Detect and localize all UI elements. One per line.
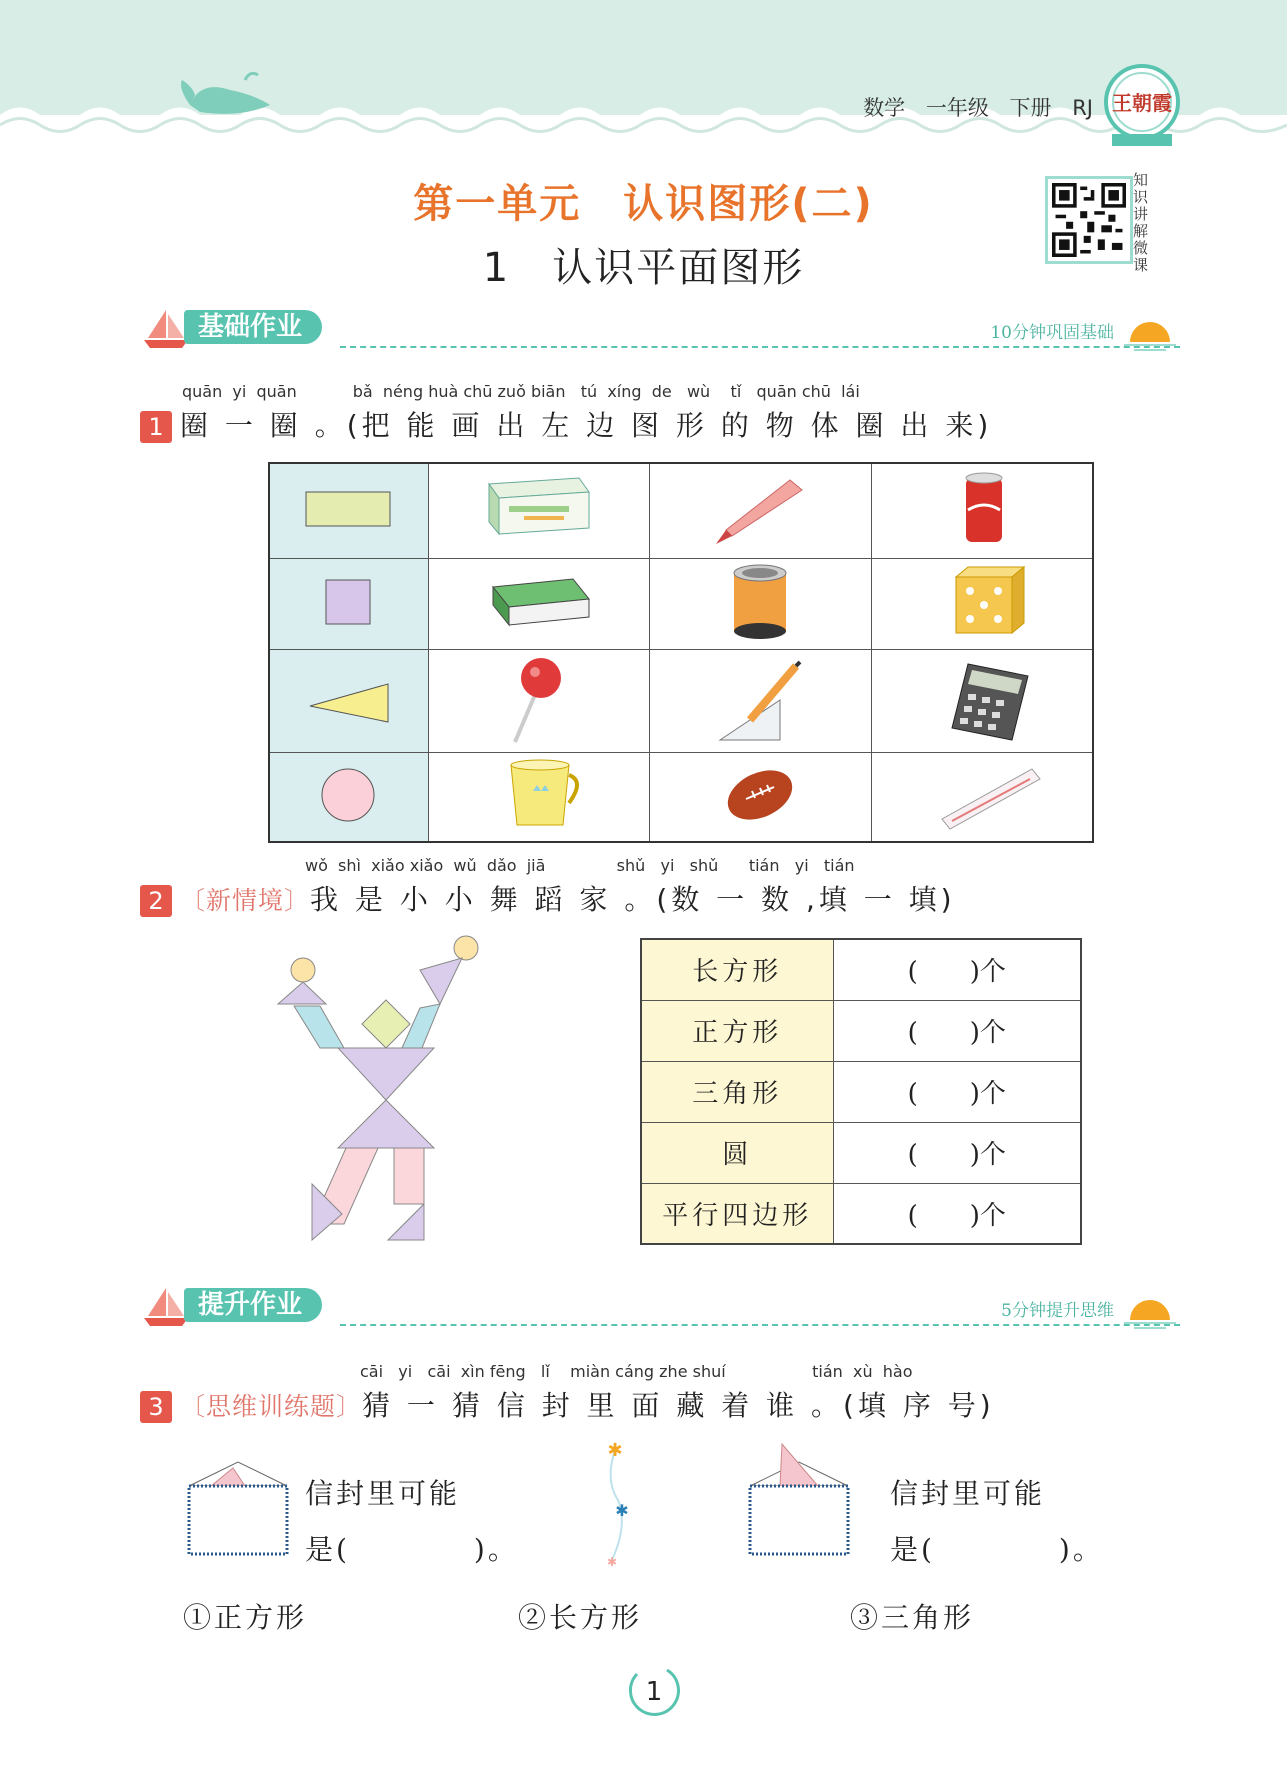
qr-label: 知识讲解微课 bbox=[1133, 171, 1149, 274]
answer-blank[interactable]: ( )个 bbox=[833, 1122, 1081, 1183]
answer-blank[interactable]: ( )个 bbox=[833, 1061, 1081, 1122]
section-divider bbox=[340, 346, 1180, 348]
q1-number: 1 bbox=[140, 411, 172, 443]
envelope1-answer-blank[interactable]: 是( )。 bbox=[305, 1533, 519, 1566]
shape-triangle-cell bbox=[269, 650, 429, 753]
section-divider bbox=[340, 1324, 1180, 1326]
answer-blank[interactable]: ( )个 bbox=[833, 939, 1081, 1000]
calculator-icon bbox=[872, 650, 1092, 748]
svg-text:王朝霞: 王朝霞 bbox=[1112, 91, 1172, 115]
soda-can-icon bbox=[872, 464, 1092, 554]
section-advanced-homework bbox=[140, 1284, 1180, 1328]
table-row bbox=[641, 1000, 1081, 1061]
course-info: 数学 一年级 下册 RJ bbox=[863, 96, 1093, 120]
page-number: 1 bbox=[645, 1677, 663, 1707]
shape-label: 长方形 bbox=[641, 939, 833, 1000]
svg-text:✱: ✱ bbox=[607, 1440, 623, 1461]
q2-text: 我 是 小 小 舞 蹈 家 。(数 一 数 ,填 一 填) bbox=[310, 883, 956, 916]
object-triangle-ruler-cell[interactable] bbox=[650, 650, 871, 753]
shape-label: 三角形 bbox=[641, 1061, 833, 1122]
q2-number: 2 bbox=[140, 885, 172, 917]
object-tape-roll-cell[interactable] bbox=[650, 559, 871, 650]
table-row bbox=[641, 939, 1081, 1000]
object-rugby-ball-cell[interactable] bbox=[650, 753, 871, 843]
qr-pattern-icon bbox=[1052, 183, 1126, 257]
q3-text: 猜 一 猜 信 封 里 面 藏 着 谁 。(填 序 号) bbox=[362, 1389, 995, 1422]
shape-circle-cell bbox=[269, 753, 429, 843]
envelope1-text-line1: 信封里可能 bbox=[305, 1477, 461, 1510]
q2-pinyin: wǒ shì xiǎo xiǎo wǔ dǎo jiā shǔ yi shǔ tián yi tián bbox=[305, 856, 855, 875]
q1-text: 圈 一 圈 。(把 能 画 出 左 边 图 形 的 物 体 圈 出 来) bbox=[180, 409, 993, 442]
sunset-icon bbox=[1120, 312, 1180, 352]
table-row bbox=[641, 1061, 1081, 1122]
q2-tag: 〔新情境〕 bbox=[180, 886, 311, 915]
svg-text:✱: ✱ bbox=[606, 1555, 618, 1569]
q3-line bbox=[140, 1384, 995, 1424]
ruler-icon bbox=[872, 753, 1092, 837]
option-rectangle: ②长方形 bbox=[518, 1601, 643, 1634]
dice-icon bbox=[872, 559, 1092, 645]
unit-title: 第一单元 认识图形(二) bbox=[413, 181, 874, 227]
shape-label: 圆 bbox=[641, 1122, 833, 1183]
section-title: 基础作业 bbox=[184, 310, 322, 344]
envelope2-answer-blank[interactable]: 是( )。 bbox=[890, 1533, 1104, 1566]
table-row bbox=[641, 1183, 1081, 1244]
envelope-square-peek-icon bbox=[183, 1456, 293, 1562]
option-square: ①正方形 bbox=[183, 1601, 308, 1634]
object-calculator-cell[interactable] bbox=[871, 650, 1093, 753]
answer-blank[interactable]: ( )个 bbox=[833, 1000, 1081, 1061]
section-title: 提升作业 bbox=[184, 1288, 322, 1322]
table-row bbox=[641, 1122, 1081, 1183]
object-ruler-cell[interactable] bbox=[871, 753, 1093, 843]
section-basic-homework bbox=[140, 306, 1180, 350]
square-shape-icon bbox=[270, 559, 428, 645]
object-tissue-box-cell[interactable] bbox=[429, 463, 650, 559]
triangle-ruler-icon bbox=[650, 650, 870, 748]
circle-shape-icon bbox=[270, 753, 428, 837]
object-soda-can-cell[interactable] bbox=[871, 463, 1093, 559]
cup-icon bbox=[429, 753, 649, 837]
shape-rectangle-cell bbox=[269, 463, 429, 559]
rugby-ball-icon bbox=[650, 753, 870, 837]
decorative-star-vine-icon bbox=[600, 1440, 630, 1570]
q3-number: 3 bbox=[140, 1391, 172, 1423]
sunset-icon bbox=[1120, 1290, 1180, 1330]
qr-code[interactable] bbox=[1045, 176, 1133, 264]
triangle-shape-icon bbox=[270, 650, 428, 748]
object-lollipop-cell[interactable] bbox=[429, 650, 650, 753]
object-crayon-cell[interactable] bbox=[650, 463, 871, 559]
tissue-box-icon bbox=[429, 464, 649, 554]
tape-roll-icon bbox=[650, 559, 870, 645]
crayon-icon bbox=[650, 464, 870, 554]
q2-count-table bbox=[640, 938, 1082, 1245]
section-note: 10分钟巩固基础 bbox=[990, 323, 1114, 343]
tangram-dancer-figure bbox=[270, 930, 490, 1246]
answer-blank[interactable]: ( )个 bbox=[833, 1183, 1081, 1244]
q1-pinyin: quān yi quān bǎ néng huà chū zuǒ biān tú xíng de wù tǐ quān chū lái bbox=[182, 382, 860, 401]
q1-shape-table bbox=[268, 462, 1094, 843]
lesson-title: 1 认识平面图形 bbox=[482, 245, 805, 291]
option-triangle: ③三角形 bbox=[850, 1601, 975, 1634]
object-book-cell[interactable] bbox=[429, 559, 650, 650]
shape-square-cell bbox=[269, 559, 429, 650]
lollipop-icon bbox=[429, 650, 649, 748]
object-cup-cell[interactable] bbox=[429, 753, 650, 843]
rectangle-shape-icon bbox=[270, 464, 428, 554]
object-dice-cell[interactable] bbox=[871, 559, 1093, 650]
header-band bbox=[0, 0, 1287, 140]
shape-label: 平行四边形 bbox=[641, 1183, 833, 1244]
q3-pinyin: cāi yi cāi xìn fēng lǐ miàn cáng zhe shuí tián xù hào bbox=[360, 1362, 913, 1381]
shape-label: 正方形 bbox=[641, 1000, 833, 1061]
envelope2-text-line1: 信封里可能 bbox=[890, 1477, 1046, 1510]
q1-line bbox=[140, 404, 992, 444]
envelope-triangle-peek-icon bbox=[744, 1440, 854, 1562]
q2-line bbox=[140, 878, 956, 918]
publisher-logo bbox=[1102, 58, 1182, 150]
svg-text:✱: ✱ bbox=[615, 1501, 629, 1520]
q3-tag: 〔思维训练题〕 bbox=[180, 1392, 363, 1421]
book-icon bbox=[429, 559, 649, 645]
section-note: 5分钟提升思维 bbox=[1001, 1301, 1114, 1321]
